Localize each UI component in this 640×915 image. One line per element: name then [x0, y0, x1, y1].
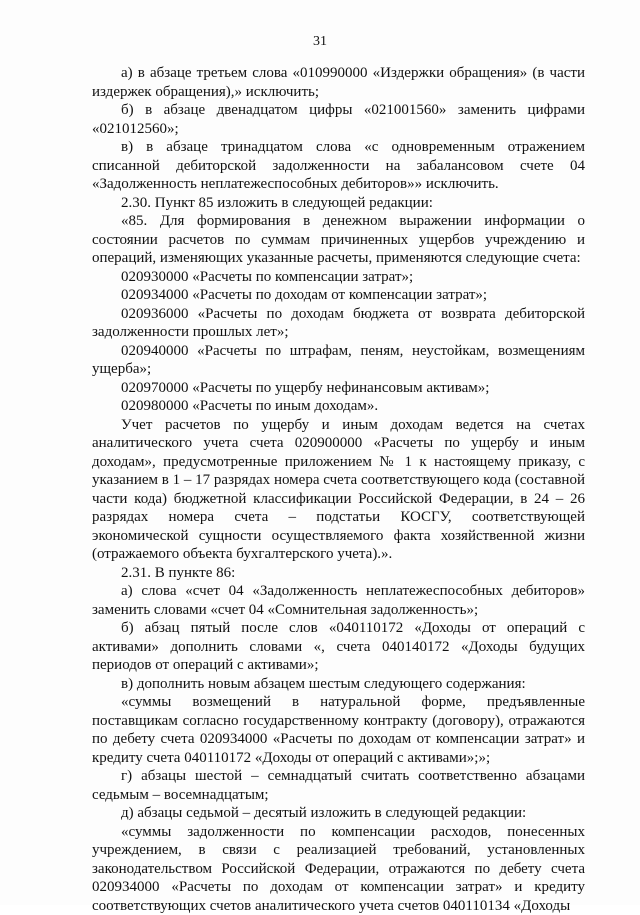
account-line-020930000: 020930000 «Расчеты по компенсации затрат»;: [92, 268, 585, 287]
paragraph-item-2-31: 2.31. В пункте 86:: [92, 564, 585, 583]
paragraph-amend-g-renumber: г) абзацы шестой – семнадцатый считать соответственно абзацами седьмым – восемнадцатым;: [92, 767, 585, 804]
paragraph-item-2-30: 2.30. Пункт 85 изложить в следующей редакции:: [92, 194, 585, 213]
paragraph-point-85: «85. Для формирования в денежном выражении информации о состоянии расчетов по суммам причиненных ущербов учреждению и операций, изменяющих указанные расчеты, применяются следующие счета:: [92, 212, 585, 268]
account-line-020980000: 020980000 «Расчеты по иным доходам».: [92, 397, 585, 416]
paragraph-amend-b-para12: б) в абзаце двенадцатом цифры «021001560» заменить цифрами «021012560»;: [92, 101, 585, 138]
page-number: 31: [0, 34, 640, 50]
account-line-020936000: 020936000 «Расчеты по доходам бюджета от возврата дебиторской задолженности прошлых лет»;: [92, 305, 585, 342]
account-line-020970000: 020970000 «Расчеты по ущербу нефинансовым активам»;: [92, 379, 585, 398]
paragraph-new-para6-text: «суммы возмещений в натуральной форме, предъявленные поставщикам согласно государственному контракту (договору), отражаются по дебету счета 020934000 «Расчеты по доходам от компенсации затрат» и кредиту счета 040110172 «Доходы от операций с активами»;»;: [92, 693, 585, 767]
account-line-020940000: 020940000 «Расчеты по штрафам, пеням, неустойкам, возмещениям ущерба»;: [92, 342, 585, 379]
paragraph-amend-b-para5: б) абзац пятый после слов «040110172 «Доходы от операций с активами» дополнить словами «, счета 040140172 «Доходы будущих периодов от операций с активами»;: [92, 619, 585, 675]
paragraph-amend-d-para7-10: д) абзацы седьмой – десятый изложить в следующей редакции:: [92, 804, 585, 823]
paragraph-amend-v-new-para6: в) дополнить новым абзацем шестым следующего содержания:: [92, 675, 585, 694]
paragraph-amend-a-para3: а) в абзаце третьем слова «010990000 «Издержки обращения» (в части издержек обращения),» исключить;: [92, 64, 585, 101]
paragraph-debt-compensation: «суммы задолженности по компенсации расходов, понесенных учреждением, в связи с реализацией требований, установленных законодательством Российской Федерации, отражаются по дебету счета 020934000 «Расчеты по доходам от компенсации затрат» и кредиту соответствующих счетов аналитического учета счетов 040110134 «Доходы: [92, 823, 585, 915]
document-body: [92, 64, 585, 915]
account-line-020934000: 020934000 «Расчеты по доходам от компенсации затрат»;: [92, 286, 585, 305]
paragraph-amend-a-words: а) слова «счет 04 «Задолженность неплатежеспособных дебиторов» заменить словами «счет 04 «Сомнительная задолженность»;: [92, 582, 585, 619]
paragraph-accounting-rules: Учет расчетов по ущербу и иным доходам ведется на счетах аналитического учета счета 020900000 «Расчеты по ущербу и иным доходам», предусмотренные приложением № 1 к настоящему приказу, с указанием в 1 – 17 разрядах номера счета соответствующего кода (составной части кода) бюджетной классификации Российской Федерации, в 24 – 26 разрядах номера счета – подстатьи КОСГУ, соответствующей экономической сущности осуществляемого факта хозяйственной жизни (отражаемого объекта бухгалтерского учета).».: [92, 416, 585, 564]
paragraph-amend-v-para13: в) в абзаце тринадцатом слова «с одновременным отражением списанной дебиторской задолженности на забалансовом счете 04 «Задолженность неплатежеспособных дебиторов»» исключить.: [92, 138, 585, 194]
